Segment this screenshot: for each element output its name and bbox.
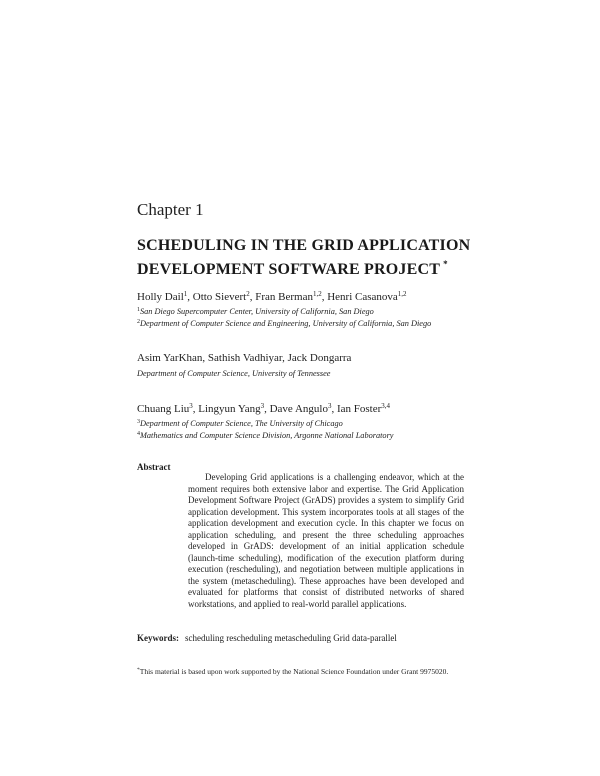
author-name: Henri Casanova <box>327 291 398 303</box>
author-name: Holly Dail <box>137 291 184 303</box>
affiliation-3 <box>137 419 343 428</box>
author-affil-marker: 1,2 <box>312 290 322 298</box>
author-group-3: Chuang Liu$^3$, Lingyun Yang$^3$, Dave Angulo$^3$, Ian Foster$^{3,4}$ <box>137 402 390 415</box>
affiliation-marker: 3 <box>137 419 140 425</box>
affiliation-marker: 1 <box>137 307 140 313</box>
author-affil-marker: 1,2 <box>397 290 407 298</box>
affiliation-marker: 2 <box>137 319 140 325</box>
author-affil-marker: 2 <box>246 290 250 298</box>
author-affil-marker: 1 <box>183 290 188 298</box>
author-name: Otto Sievert <box>192 291 247 303</box>
affiliation-1 <box>137 307 374 316</box>
chapter-label: Chapter 1 <box>137 200 204 219</box>
affiliation-marker: 4 <box>137 431 140 437</box>
footnote <box>137 665 463 677</box>
affiliation-4 <box>137 431 394 440</box>
affiliation-text: Mathematics and Computer Science Division, Argonne National Laboratory <box>140 431 394 440</box>
affiliation-text: Department of Computer Science and Engineering, University of California, San Diego <box>140 319 432 328</box>
title-line-2-text: DEVELOPMENT SOFTWARE PROJECT <box>137 261 441 278</box>
affiliation-text: San Diego Supercomputer Center, University of California, San Diego <box>140 307 374 316</box>
affiliation-2 <box>137 319 431 328</box>
author-affil-marker: 3,4 <box>381 402 390 410</box>
author-name: Lingyun Yang <box>198 403 261 415</box>
keywords <box>137 633 397 643</box>
author-affil-marker: 3 <box>327 402 332 410</box>
keywords-label: Keywords: <box>137 633 179 643</box>
title-line-1: SCHEDULING IN THE GRID APPLICATION <box>137 237 471 254</box>
author-name: Chuang Liu <box>137 403 190 415</box>
author-group-1: Holly Dail$^1$, Otto Sievert$^2$, Fran Berman$^{1,2}$, Henri Casanova$^{1,2}$ <box>137 290 407 303</box>
author-affil-marker: 3 <box>189 402 193 410</box>
footnote-marker: * <box>137 667 140 673</box>
affiliation-text: Department of Computer Science, University of Tennessee <box>137 369 331 378</box>
affiliation-text: Department of Computer Science, The University of Chicago <box>140 419 343 428</box>
keywords-text: scheduling rescheduling metascheduling Grid data-parallel <box>185 633 397 643</box>
author-name: Dave Angulo <box>269 403 328 415</box>
abstract-body: Developing Grid applications is a challenging endeavor, which at the moment requires both extensive labor and expertise. The Grid Application Development Software Project (GrADS) provides a system to simplify Grid application development. This system incorporates tools at all stages of the application development and execution cycle. In this chapter we focus on application scheduling, and present the three scheduling approaches developed in GrADS: development of an initial application schedule (launch-time scheduling), modification of the execution platform during execution (rescheduling), and negotiation between multiple applications in the system (metascheduling). These approaches have been developed and evaluated for platforms that consist of distributed networks of shared workstations, and applied to real-world parallel applications. <box>188 472 464 609</box>
author-group-2: Asim YarKhan, Sathish Vadhiyar, Jack Dongarra <box>137 352 352 364</box>
affiliation-tennessee <box>137 369 330 378</box>
abstract-heading: Abstract <box>137 462 171 472</box>
title-footnote-marker[interactable]: * <box>443 259 448 269</box>
footnote-text: This material is based upon work supported by the National Science Foundation under Grant 9975020. <box>139 667 449 676</box>
title-line-2 <box>137 255 470 279</box>
author-name: Fran Berman <box>255 291 313 303</box>
author-affil-marker: 3 <box>260 402 265 410</box>
chapter-title <box>137 236 470 279</box>
author-name: Ian Foster <box>336 403 382 415</box>
